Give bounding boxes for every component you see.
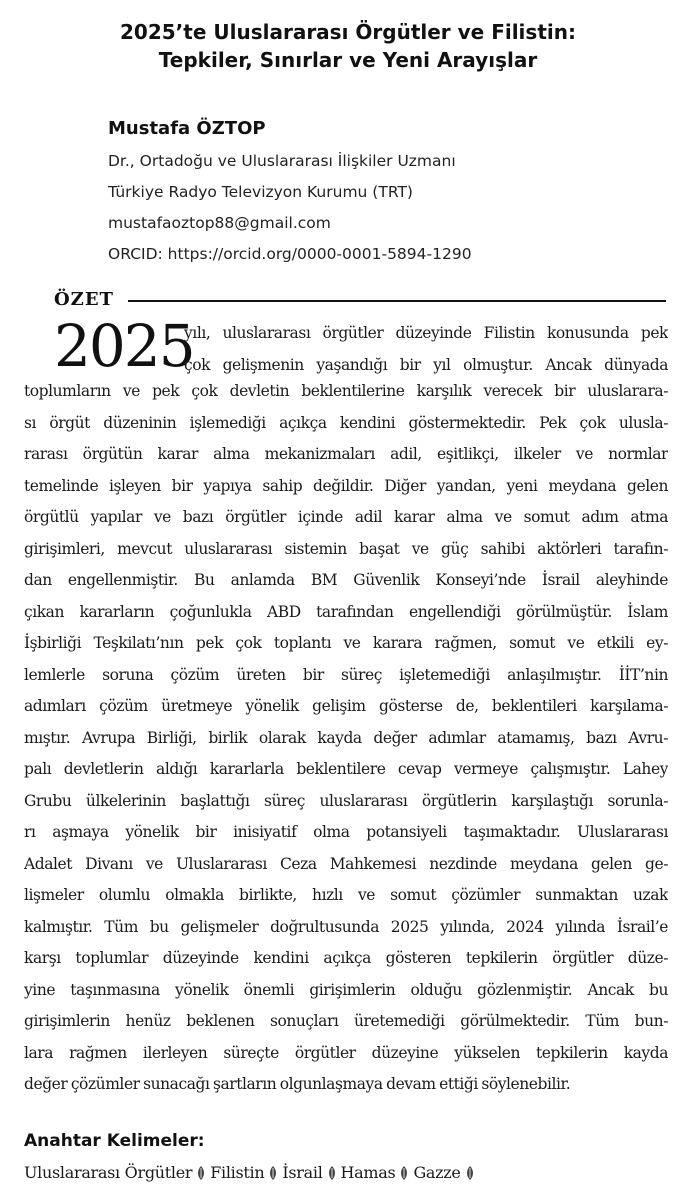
abstract-line: toplumların ve pek çok devletin beklentilerine karşılık verecek bir uluslarara- — [24, 382, 668, 400]
author-affiliation: Dr., Ortadoğu ve Uluslararası İlişkiler Uzmanı — [108, 152, 456, 170]
abstract-first-row — [24, 312, 668, 380]
abstract-line: kalmıştır. Tüm bu gelişmeler doğrultusunda 2025 yılında, 2024 yılında İsrail’e — [24, 917, 668, 936]
abstract-line: dan engellenmiştir. Bu anlamda BM Güvenlik Konseyi’nde İsrail aleyhinde — [24, 571, 668, 589]
title-line-1: 2025’te Uluslararası Örgütler ve Filistin: — [120, 20, 576, 44]
abstract-line: rı aşmaya yönelik bir inisiyatif olma potansiyeli taşımaktadır. Uluslararası — [24, 823, 668, 841]
keywords-list — [24, 1160, 479, 1186]
abstract-line: karşı toplumlar düzeyinde kendini açıkça gösteren tepkilerin örgütler düze- — [24, 949, 668, 967]
abstract-line: lemlerle soruna çözüm üreten bir süreç işletemediği anlaşılmıştır. İİT’nin — [24, 665, 668, 684]
keyword-item: İsrail — [282, 1163, 323, 1182]
abstract-line: lara rağmen ilerleyen süreçte örgütler düzeyine yükselen tepkilerin kayda — [24, 1043, 668, 1062]
abstract-heading-label: ÖZET — [54, 289, 114, 310]
abstract-line: İşbirliği Teşkilatı’nın pek çok toplantı ve karara rağmen, somut ve etkili ey- — [24, 634, 668, 652]
author-name: Mustafa ÖZTOP — [108, 118, 266, 139]
keyword-item: Hamas — [340, 1163, 396, 1182]
author-info — [108, 116, 472, 270]
abstract-line: örgütlü yapılar ve bazı örgütler içinde adil karar alma ve somut adım atma — [24, 508, 668, 526]
abstract-line: yılı, uluslararası örgütler düzeyinde Filistin konusunda pek — [184, 324, 668, 342]
title-line-2: Tepkiler, Sınırlar ve Yeni Arayışlar — [158, 48, 538, 72]
abstract-line: sı örgüt düzeninin işlemediği açıkça kendini göstermektedir. Pek çok ulusla- — [24, 413, 668, 432]
author-orcid: ORCID: https://orcid.org/0000-0001-5894-1290 — [108, 245, 472, 263]
keywords-label: Anahtar Kelimeler: — [24, 1131, 205, 1151]
olive-leaf-icon — [400, 1162, 408, 1176]
abstract-line: rarası örgütün karar alma mekanizmaları adil, eşitlikçi, ilkeler ve normlar — [24, 445, 668, 463]
abstract-line: yine taşınmasına yönelik önemli girişimlerin olduğu gözlenmiştir. Ancak bu — [24, 980, 668, 999]
abstract-line: Adalet Divanı ve Uluslararası Ceza Mahkemesi nezdinde meydana gelen ge- — [24, 854, 668, 873]
abstract-line: çok gelişmenin yaşandığı bir yıl olmuştur. Ancak dünyada — [184, 355, 668, 374]
abstract-line: adımları çözüm üretmeye yönelik gelişim gösterse de, beklentileri karşılama- — [24, 697, 668, 715]
article-title — [0, 18, 696, 74]
abstract-heading-rule — [128, 300, 666, 302]
dropcap-year: 2025 — [54, 312, 194, 380]
abstract-line: girişimlerin henüz beklenen sonuçları üretemediği görülmektedir. Tüm bun- — [24, 1012, 668, 1030]
abstract-line: girişimleri, mevcut uluslararası sistemin başat ve güç sahibi aktörleri tarafın- — [24, 539, 668, 558]
keyword-item: Gazze — [413, 1163, 461, 1182]
olive-leaf-icon — [197, 1162, 205, 1176]
abstract-line: temelinde işleyen bir yapıya sahip değildir. Diğer yandan, yeni meydana gelen — [24, 476, 668, 495]
author-email: mustafaoztop88@gmail.com — [108, 214, 331, 232]
abstract-body — [24, 312, 668, 1101]
abstract-paragraph — [24, 376, 668, 1101]
keyword-item: Filistin — [210, 1163, 265, 1182]
abstract-line: palı devletlerin aldığı kararlarla beklentilere cevap vermeye çalışmıştır. Lahey — [24, 760, 668, 778]
abstract-line: mıştır. Avrupa Birliği, birlik olarak kayda değer adımlar atamamış, bazı Avru- — [24, 728, 668, 747]
abstract-line: değer çözümler sunacağı şartların olgunlaşmaya devam ettiği söylenebilir. — [24, 1075, 571, 1093]
keyword-item: Uluslararası Örgütler — [24, 1163, 193, 1182]
olive-leaf-icon — [269, 1162, 277, 1176]
olive-leaf-icon — [466, 1162, 474, 1176]
abstract-first-lines — [184, 318, 668, 381]
abstract-line: lişmeler olumlu olmakla birlikte, hızlı ve somut çözümler sunmaktan uzak — [24, 886, 668, 904]
abstract-heading — [54, 286, 666, 314]
abstract-line: çıkan kararların çoğunlukla ABD tarafından engellendiği görülmüştür. İslam — [24, 602, 668, 621]
author-institution: Türkiye Radyo Televizyon Kurumu (TRT) — [108, 183, 413, 201]
abstract-line: Grubu ülkelerinin başlattığı süreç uluslararası örgütlerin karşılaştığı sorunla- — [24, 791, 668, 810]
olive-leaf-icon — [328, 1162, 336, 1176]
